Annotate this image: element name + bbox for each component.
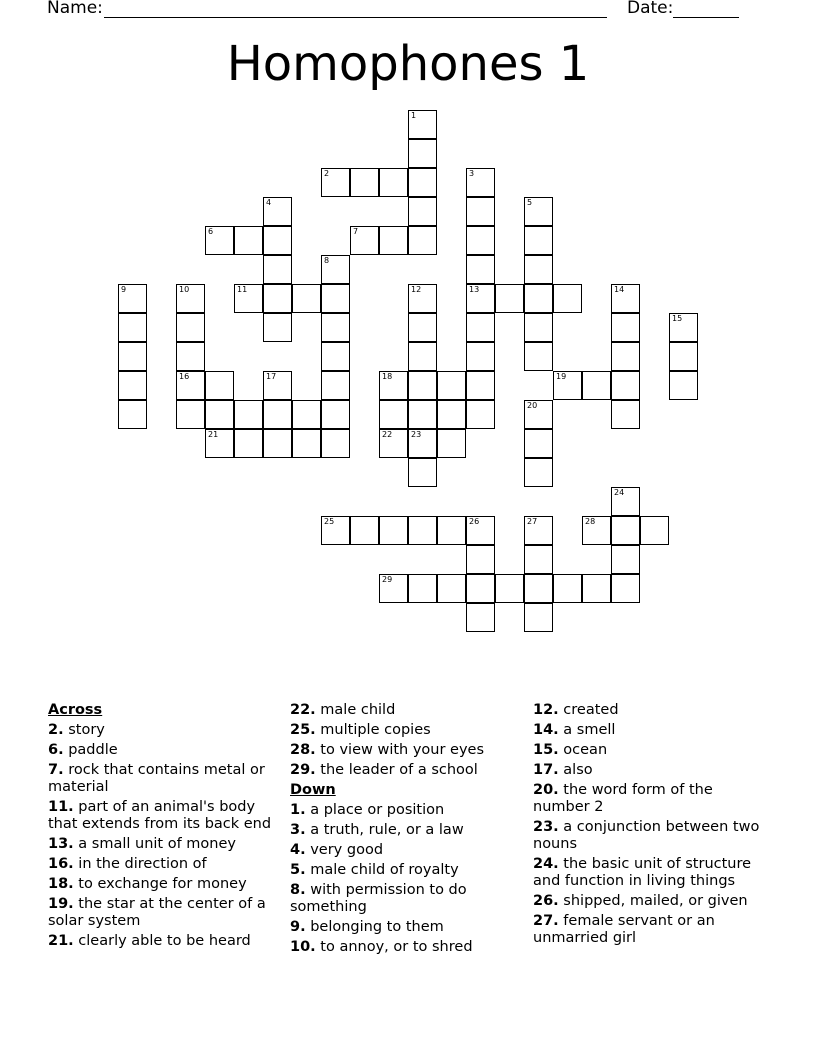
clue-item-number: 28.	[290, 742, 316, 758]
clue-item-text: created	[563, 702, 619, 718]
grid-cell[interactable]	[408, 110, 437, 139]
grid-cell[interactable]	[118, 342, 147, 371]
clue-item-text: the leader of a school	[320, 762, 478, 778]
clue-column-2	[290, 702, 530, 959]
grid-cell[interactable]	[263, 400, 292, 429]
clue-number: 18	[382, 372, 393, 381]
clue-item-text: male child	[320, 702, 396, 718]
clue-item-text: female servant or an unmarried girl	[533, 913, 715, 946]
grid-cell[interactable]	[234, 284, 263, 313]
grid-cell[interactable]	[582, 516, 611, 545]
clue-item-text: to annoy, or to shred	[320, 939, 473, 955]
grid-cell[interactable]	[669, 371, 698, 400]
clue-item-number: 14.	[533, 722, 559, 738]
clue-item-text: in the direction of	[78, 856, 207, 872]
clue-item-text: clearly able to be heard	[78, 933, 251, 949]
clue-item-number: 21.	[48, 933, 74, 949]
grid-cell[interactable]	[321, 371, 350, 400]
grid-cell[interactable]	[524, 197, 553, 226]
clue-item	[290, 882, 530, 916]
grid-cell[interactable]	[118, 400, 147, 429]
clue-item	[533, 742, 773, 759]
clue-item-number: 2.	[48, 722, 64, 738]
grid-cell[interactable]	[408, 168, 437, 197]
clue-item-number: 22.	[290, 702, 316, 718]
grid-cell[interactable]	[553, 574, 582, 603]
clue-item	[290, 822, 530, 839]
clue-item-text: the word form of the number 2	[533, 782, 713, 815]
grid-cell[interactable]	[408, 139, 437, 168]
grid-cell[interactable]	[582, 574, 611, 603]
clue-number: 29	[382, 575, 393, 584]
clue-item	[290, 939, 530, 956]
grid-cell[interactable]	[466, 168, 495, 197]
grid-cell[interactable]	[263, 429, 292, 458]
grid-cell[interactable]	[205, 400, 234, 429]
clue-number: 14	[614, 285, 625, 294]
clue-item-number: 17.	[533, 762, 559, 778]
clue-item	[290, 842, 530, 859]
clue-item-number: 10.	[290, 939, 316, 955]
grid-cell[interactable]	[437, 574, 466, 603]
grid-cell[interactable]	[379, 516, 408, 545]
clue-item-text: the basic unit of structure and function in living things	[533, 856, 752, 889]
clue-item-number: 23.	[533, 819, 559, 835]
clue-number: 12	[411, 285, 422, 294]
clue-item	[290, 702, 530, 719]
clue-item-number: 11.	[48, 799, 74, 815]
grid-cell[interactable]	[466, 516, 495, 545]
grid-cell[interactable]	[524, 545, 553, 574]
clue-number: 11	[237, 285, 248, 294]
grid-cell[interactable]	[263, 284, 292, 313]
clue-item-text: to exchange for money	[78, 876, 247, 892]
clue-number: 23	[411, 430, 422, 439]
grid-cell[interactable]	[466, 313, 495, 342]
clue-item-text: a truth, rule, or a law	[310, 822, 464, 838]
grid-cell[interactable]	[524, 574, 553, 603]
page-title: Homophones 1	[226, 36, 590, 92]
grid-cell[interactable]	[321, 342, 350, 371]
clue-item-number: 12.	[533, 702, 559, 718]
clue-item	[290, 919, 530, 936]
clue-item	[48, 799, 288, 833]
clue-column-3	[533, 702, 773, 950]
grid-cell[interactable]	[553, 284, 582, 313]
clue-item	[290, 802, 530, 819]
grid-cell[interactable]	[524, 516, 553, 545]
grid-cell[interactable]	[437, 371, 466, 400]
clue-item	[533, 782, 773, 816]
grid-cell[interactable]	[524, 342, 553, 371]
clue-number: 2	[324, 169, 330, 178]
clue-item-text: ocean	[563, 742, 608, 758]
clue-number: 13	[469, 285, 480, 294]
clue-item-text: rock that contains metal or material	[48, 762, 265, 795]
clue-item	[533, 722, 773, 739]
grid-cell[interactable]	[611, 371, 640, 400]
clue-item-number: 9.	[290, 919, 306, 935]
clue-item-number: 26.	[533, 893, 559, 909]
grid-cell[interactable]	[321, 400, 350, 429]
clue-item-number: 15.	[533, 742, 559, 758]
clue-number: 6	[208, 227, 214, 236]
grid-cell[interactable]	[524, 255, 553, 284]
clue-item	[290, 742, 530, 759]
grid-cell[interactable]	[408, 400, 437, 429]
grid-cell[interactable]	[234, 400, 263, 429]
grid-cell[interactable]	[379, 168, 408, 197]
grid-cell[interactable]	[524, 429, 553, 458]
clue-number: 5	[527, 198, 533, 207]
grid-cell[interactable]	[524, 313, 553, 342]
grid-cell[interactable]	[437, 429, 466, 458]
date-label: Date:	[627, 0, 674, 18]
grid-cell[interactable]	[466, 342, 495, 371]
grid-cell[interactable]	[437, 516, 466, 545]
clue-item-number: 3.	[290, 822, 306, 838]
grid-cell[interactable]	[611, 342, 640, 371]
grid-cell[interactable]	[263, 371, 292, 400]
grid-cell[interactable]	[611, 545, 640, 574]
clue-number: 7	[353, 227, 359, 236]
grid-cell[interactable]	[669, 313, 698, 342]
grid-cell[interactable]	[350, 226, 379, 255]
clue-item-number: 20.	[533, 782, 559, 798]
clue-item	[48, 876, 288, 893]
grid-cell[interactable]	[611, 284, 640, 313]
grid-cell[interactable]	[466, 197, 495, 226]
grid-cell[interactable]	[524, 400, 553, 429]
clue-item-text: very good	[310, 842, 384, 858]
grid-cell[interactable]	[408, 371, 437, 400]
clue-item-number: 29.	[290, 762, 316, 778]
grid-cell[interactable]	[321, 313, 350, 342]
clue-item	[48, 762, 288, 796]
clue-item	[48, 722, 288, 739]
clue-item-text: with permission to do something	[290, 882, 467, 915]
grid-cell[interactable]	[466, 226, 495, 255]
clue-number: 22	[382, 430, 393, 439]
clue-item-number: 7.	[48, 762, 64, 778]
clue-item-number: 6.	[48, 742, 64, 758]
grid-cell[interactable]	[408, 197, 437, 226]
grid-cell[interactable]	[379, 371, 408, 400]
clue-item-number: 4.	[290, 842, 306, 858]
grid-cell[interactable]	[524, 603, 553, 632]
grid-cell[interactable]	[205, 371, 234, 400]
grid-cell[interactable]	[408, 284, 437, 313]
clue-number: 28	[585, 517, 596, 526]
clue-number: 17	[266, 372, 277, 381]
clue-item-text: male child of royalty	[310, 862, 459, 878]
grid-cell[interactable]	[176, 284, 205, 313]
grid-cell[interactable]	[466, 371, 495, 400]
grid-cell[interactable]	[379, 226, 408, 255]
grid-cell[interactable]	[408, 313, 437, 342]
grid-cell[interactable]	[611, 574, 640, 603]
grid-cell[interactable]	[176, 342, 205, 371]
grid-cell[interactable]	[611, 487, 640, 516]
clue-number: 4	[266, 198, 272, 207]
grid-cell[interactable]	[466, 400, 495, 429]
clue-item	[48, 742, 288, 759]
grid-cell[interactable]	[176, 400, 205, 429]
grid-cell[interactable]	[553, 371, 582, 400]
name-label: Name:	[47, 0, 103, 18]
clue-item-text: a smell	[563, 722, 616, 738]
grid-cell[interactable]	[524, 458, 553, 487]
grid-cell[interactable]	[466, 284, 495, 313]
grid-cell[interactable]	[466, 574, 495, 603]
clue-number: 20	[527, 401, 538, 410]
clue-number: 24	[614, 488, 625, 497]
grid-cell[interactable]	[495, 574, 524, 603]
grid-cell[interactable]	[321, 284, 350, 313]
grid-cell[interactable]	[611, 516, 640, 545]
clue-number: 25	[324, 517, 335, 526]
grid-cell[interactable]	[524, 284, 553, 313]
grid-cell[interactable]	[350, 516, 379, 545]
grid-cell[interactable]	[408, 342, 437, 371]
grid-cell[interactable]	[611, 400, 640, 429]
clue-item-number: 16.	[48, 856, 74, 872]
grid-cell[interactable]	[350, 168, 379, 197]
clue-item	[48, 933, 288, 950]
clue-number: 3	[469, 169, 475, 178]
clue-item	[533, 702, 773, 719]
clue-item-text: part of an animal's body that extends from its back end	[48, 799, 272, 832]
grid-cell[interactable]	[582, 371, 611, 400]
clue-item-text: multiple copies	[320, 722, 431, 738]
clue-number: 1	[411, 111, 417, 120]
clue-column-1	[48, 702, 288, 953]
clue-item-text: a conjunction between two nouns	[533, 819, 760, 852]
clue-number: 26	[469, 517, 480, 526]
clue-item-text: a place or position	[310, 802, 445, 818]
grid-cell[interactable]	[640, 516, 669, 545]
clue-heading: Down	[290, 782, 336, 798]
grid-cell[interactable]	[379, 429, 408, 458]
clue-item	[48, 856, 288, 873]
grid-cell[interactable]	[408, 516, 437, 545]
clue-item-text: story	[68, 722, 105, 738]
clue-item	[290, 762, 530, 779]
clue-item	[533, 856, 773, 890]
clue-item-number: 27.	[533, 913, 559, 929]
grid-cell[interactable]	[118, 371, 147, 400]
clue-item-number: 19.	[48, 896, 74, 912]
grid-cell[interactable]	[234, 429, 263, 458]
clue-number: 21	[208, 430, 219, 439]
grid-cell[interactable]	[263, 197, 292, 226]
clue-item	[290, 862, 530, 879]
grid-cell[interactable]	[408, 458, 437, 487]
grid-cell[interactable]	[611, 313, 640, 342]
clue-item	[533, 762, 773, 779]
grid-cell[interactable]	[379, 400, 408, 429]
grid-cell[interactable]	[466, 545, 495, 574]
grid-cell[interactable]	[466, 255, 495, 284]
clue-number: 8	[324, 256, 330, 265]
grid-cell[interactable]	[321, 516, 350, 545]
clue-number: 16	[179, 372, 190, 381]
clue-number: 10	[179, 285, 190, 294]
clue-heading: Across	[48, 702, 103, 718]
clue-item-number: 18.	[48, 876, 74, 892]
clue-item-text: the star at the center of a solar system	[48, 896, 266, 929]
grid-cell[interactable]	[205, 429, 234, 458]
grid-cell[interactable]	[118, 313, 147, 342]
grid-cell[interactable]	[466, 603, 495, 632]
grid-cell[interactable]	[263, 226, 292, 255]
clue-number: 27	[527, 517, 538, 526]
clue-item-number: 8.	[290, 882, 306, 898]
grid-cell[interactable]	[234, 226, 263, 255]
grid-cell[interactable]	[176, 313, 205, 342]
clue-number: 15	[672, 314, 683, 323]
clue-item-text: also	[563, 762, 593, 778]
clue-item-text: a small unit of money	[78, 836, 236, 852]
grid-cell[interactable]	[292, 400, 321, 429]
clue-item	[48, 896, 288, 930]
clue-item-text: paddle	[68, 742, 118, 758]
clue-item-text: belonging to them	[310, 919, 444, 935]
grid-cell[interactable]	[118, 284, 147, 313]
grid-cell[interactable]	[437, 400, 466, 429]
grid-cell[interactable]	[263, 255, 292, 284]
grid-cell[interactable]	[176, 371, 205, 400]
clue-item-number: 25.	[290, 722, 316, 738]
clue-item	[533, 913, 773, 947]
grid-cell[interactable]	[321, 168, 350, 197]
clue-item-number: 5.	[290, 862, 306, 878]
grid-cell[interactable]	[408, 574, 437, 603]
clue-item	[290, 722, 530, 739]
grid-cell[interactable]	[321, 255, 350, 284]
grid-cell[interactable]	[669, 342, 698, 371]
grid-cell[interactable]	[321, 429, 350, 458]
grid-cell[interactable]	[408, 226, 437, 255]
clue-item-text: to view with your eyes	[320, 742, 485, 758]
clue-item-text: shipped, mailed, or given	[563, 893, 748, 909]
grid-cell[interactable]	[524, 226, 553, 255]
clue-item	[533, 893, 773, 910]
grid-cell[interactable]	[263, 313, 292, 342]
clue-number: 19	[556, 372, 567, 381]
clue-number: 9	[121, 285, 127, 294]
grid-cell[interactable]	[205, 226, 234, 255]
clue-item-number: 24.	[533, 856, 559, 872]
clue-item-number: 13.	[48, 836, 74, 852]
clue-item	[533, 819, 773, 853]
grid-cell[interactable]	[408, 429, 437, 458]
clue-item-number: 1.	[290, 802, 306, 818]
grid-cell[interactable]	[495, 284, 524, 313]
grid-cell[interactable]	[292, 429, 321, 458]
grid-cell[interactable]	[379, 574, 408, 603]
clue-item	[48, 836, 288, 853]
grid-cell[interactable]	[292, 284, 321, 313]
